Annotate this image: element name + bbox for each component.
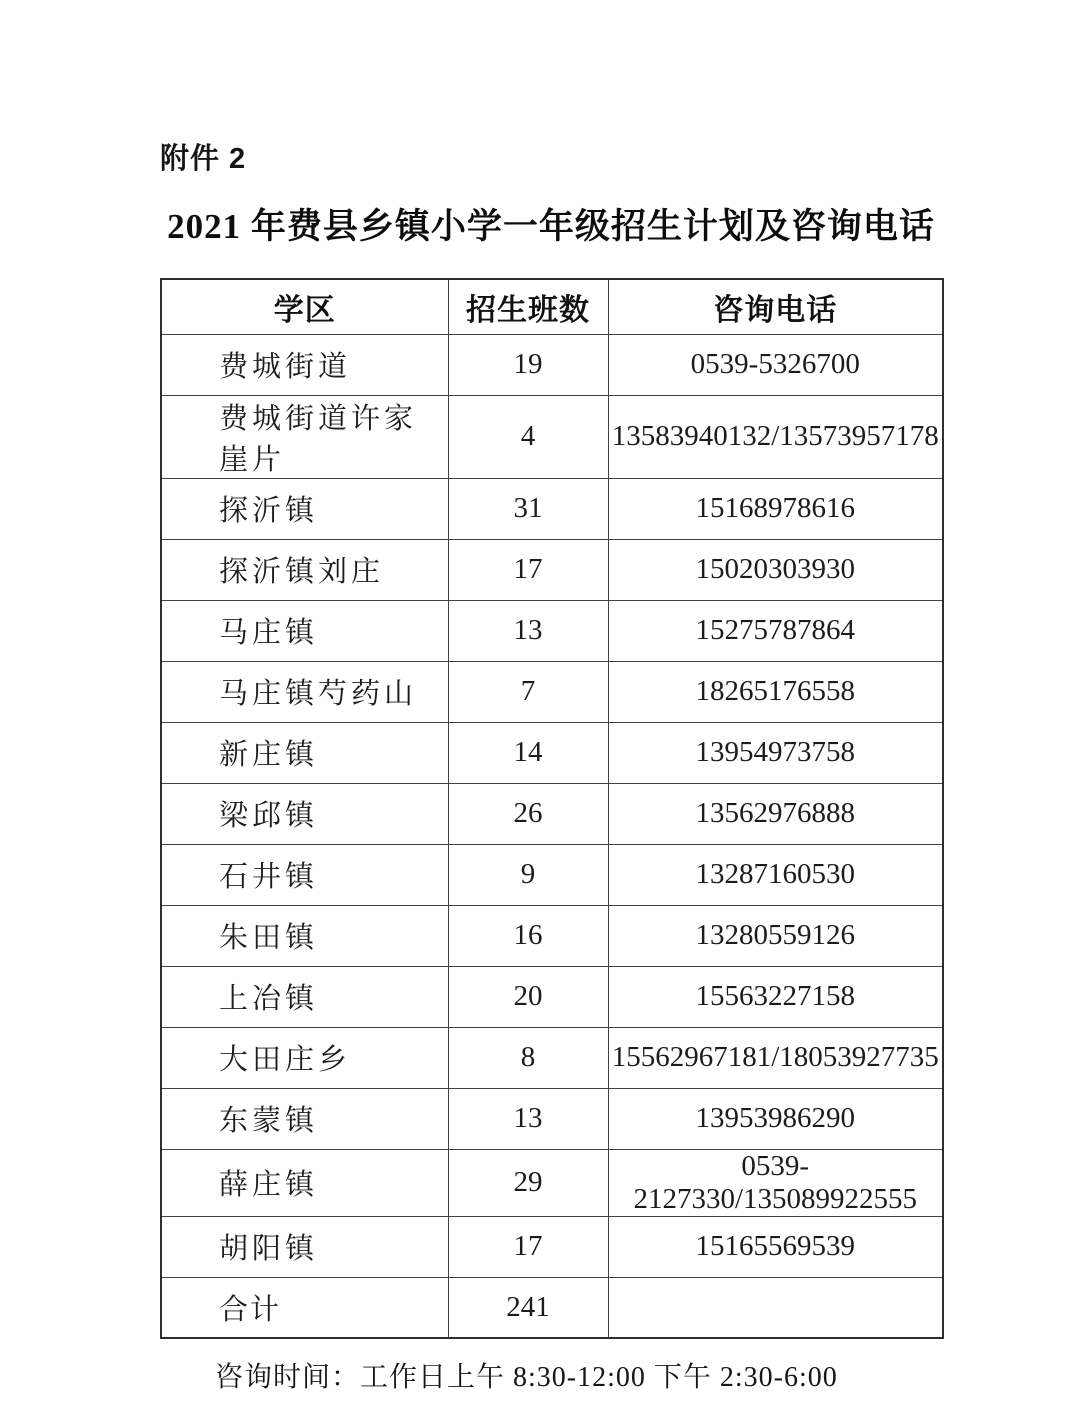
phone-cell: 13280559126 <box>608 905 943 966</box>
classes-cell: 17 <box>448 539 608 600</box>
phone-cell: 13583940132/13573957178 <box>608 395 943 478</box>
district-cell: 探沂镇 <box>161 478 448 539</box>
phone-cell: 0539-2127330/135089922555 <box>608 1149 943 1216</box>
phone-cell: 13953986290 <box>608 1088 943 1149</box>
table-row <box>161 661 943 722</box>
classes-cell: 13 <box>448 600 608 661</box>
phone-cell: 15562967181/18053927735 <box>608 1027 943 1088</box>
table-row <box>161 539 943 600</box>
classes-cell: 13 <box>448 1088 608 1149</box>
classes-cell: 14 <box>448 722 608 783</box>
table-total-row <box>161 1277 943 1338</box>
district-cell: 新庄镇 <box>161 722 448 783</box>
phone-cell: 13562976888 <box>608 783 943 844</box>
district-cell: 薛庄镇 <box>161 1149 448 1216</box>
district-cell: 东蒙镇 <box>161 1088 448 1149</box>
table-row <box>161 1027 943 1088</box>
district-cell: 上冶镇 <box>161 966 448 1027</box>
district-cell: 费城街道许家崖片 <box>161 395 448 478</box>
header-phone: 咨询电话 <box>608 279 943 334</box>
district-cell: 马庄镇 <box>161 600 448 661</box>
classes-cell: 19 <box>448 334 608 395</box>
district-cell: 合计 <box>161 1277 448 1338</box>
attachment-label: 附件 2 <box>160 143 247 175</box>
table-row <box>161 905 943 966</box>
district-cell: 梁邱镇 <box>161 783 448 844</box>
classes-cell: 7 <box>448 661 608 722</box>
header-district: 学区 <box>161 279 448 334</box>
table-row <box>161 844 943 905</box>
table-row <box>161 1149 943 1216</box>
phone-cell: 18265176558 <box>608 661 943 722</box>
classes-cell: 9 <box>448 844 608 905</box>
phone-cell: 13954973758 <box>608 722 943 783</box>
consultation-time-note: 咨询时间：工作日上午 8:30-12:00 下午 2:30-6:00 <box>215 1362 838 1393</box>
classes-cell: 20 <box>448 966 608 1027</box>
table-header-row <box>161 279 943 334</box>
district-cell: 朱田镇 <box>161 905 448 966</box>
phone-cell <box>608 1277 943 1338</box>
table-row <box>161 783 943 844</box>
phone-cell: 15165569539 <box>608 1216 943 1277</box>
table-row <box>161 334 943 395</box>
table-row <box>161 722 943 783</box>
district-cell: 马庄镇芍药山 <box>161 661 448 722</box>
classes-cell: 241 <box>448 1277 608 1338</box>
classes-cell: 8 <box>448 1027 608 1088</box>
table-row <box>161 600 943 661</box>
district-cell: 费城街道 <box>161 334 448 395</box>
classes-cell: 26 <box>448 783 608 844</box>
district-cell: 胡阳镇 <box>161 1216 448 1277</box>
header-classes: 招生班数 <box>448 279 608 334</box>
classes-cell: 16 <box>448 905 608 966</box>
phone-cell: 0539-5326700 <box>608 334 943 395</box>
phone-cell: 15275787864 <box>608 600 943 661</box>
page-title: 2021 年费县乡镇小学一年级招生计划及咨询电话 <box>167 207 935 246</box>
phone-cell: 15020303930 <box>608 539 943 600</box>
document-page <box>160 136 942 1395</box>
enrollment-table <box>160 278 944 1339</box>
classes-cell: 31 <box>448 478 608 539</box>
classes-cell: 29 <box>448 1149 608 1216</box>
classes-cell: 4 <box>448 395 608 478</box>
phone-cell: 13287160530 <box>608 844 943 905</box>
phone-cell: 15168978616 <box>608 478 943 539</box>
table-row <box>161 1088 943 1149</box>
table-row <box>161 395 943 478</box>
classes-cell: 17 <box>448 1216 608 1277</box>
table-row <box>161 478 943 539</box>
district-cell: 大田庄乡 <box>161 1027 448 1088</box>
district-cell: 探沂镇刘庄 <box>161 539 448 600</box>
phone-cell: 15563227158 <box>608 966 943 1027</box>
table-row <box>161 1216 943 1277</box>
table-row <box>161 966 943 1027</box>
district-cell: 石井镇 <box>161 844 448 905</box>
